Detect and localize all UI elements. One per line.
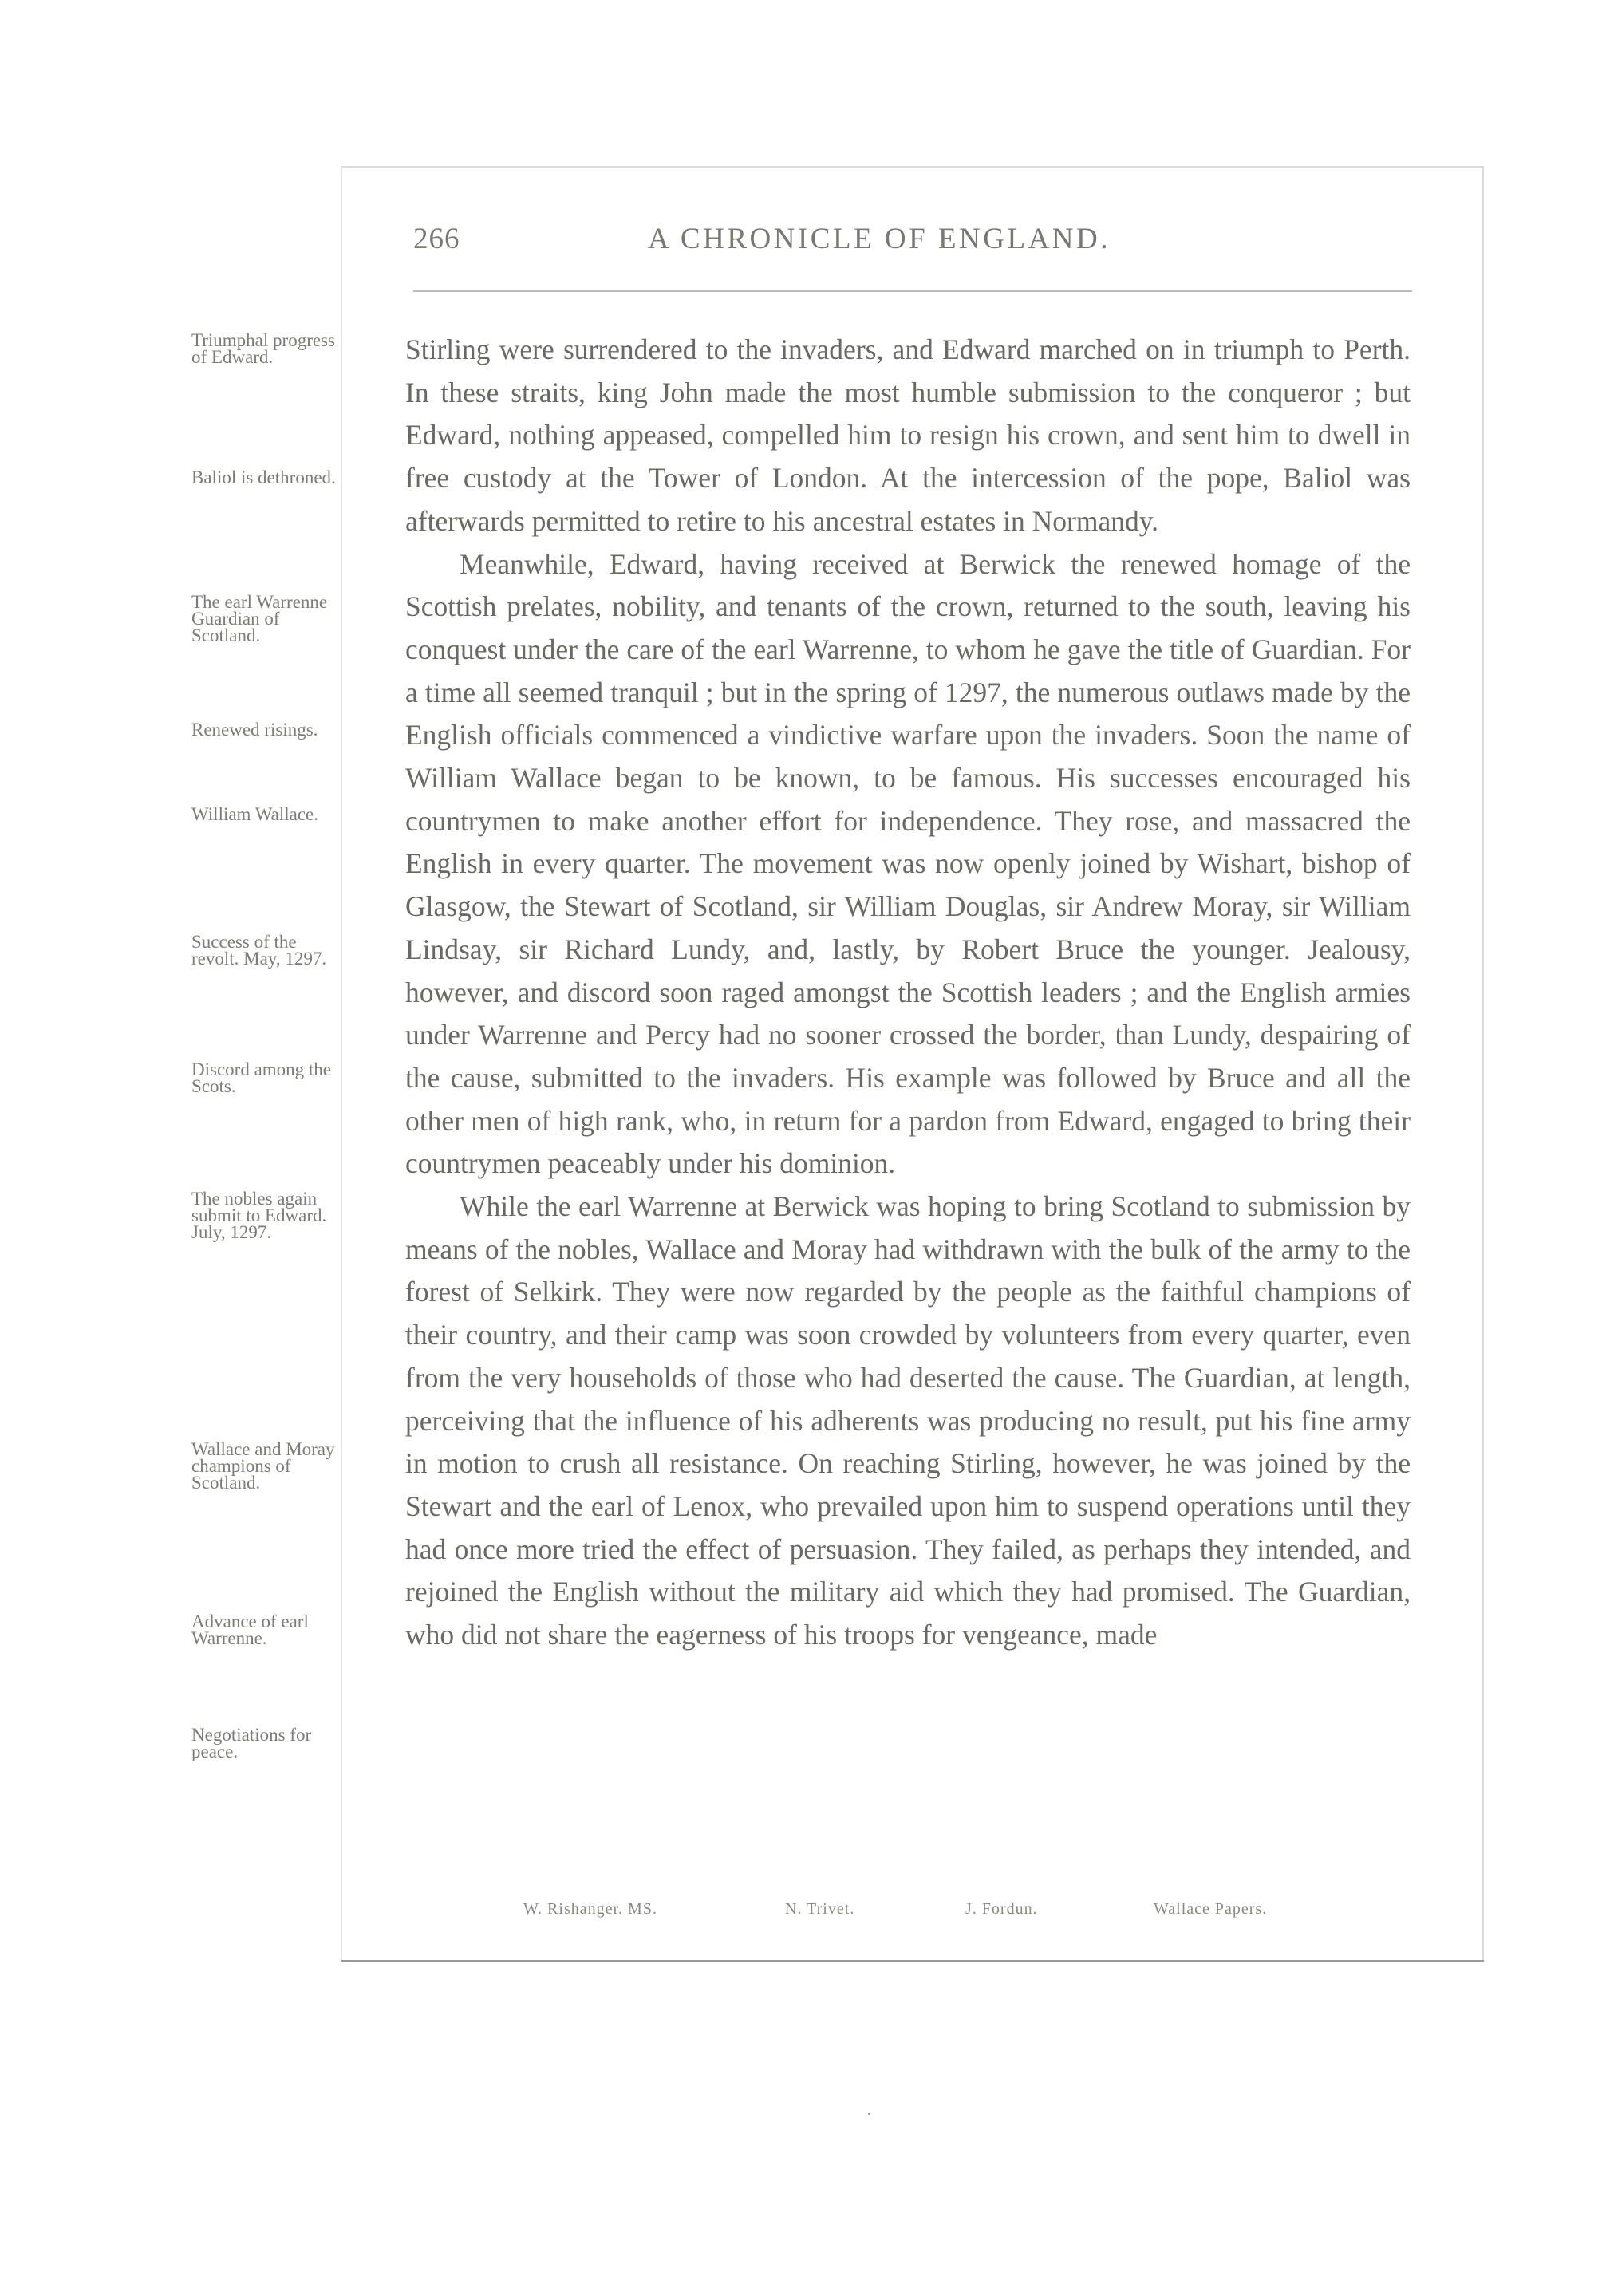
margin-note: The nobles again submit to Edward. July, 1297. xyxy=(191,1189,327,1242)
page-frame-bottom-rule xyxy=(341,1960,1484,1962)
body-text xyxy=(405,329,1411,1657)
body-paragraph: Stirling were surrendered to the invaders, and Edward marched on in triumph to Perth. In these straits, king John made the most humble submission to the conqueror ; but Edward, nothing appeased, compelled him to resign his crown, and sent him to dwell in free custody at the Tower of London. At the intercession of the pope, Baliol was afterwards permitted to retire to his ancestral estates in Normandy. xyxy=(405,333,1411,537)
page-number: 266 xyxy=(413,223,460,255)
body-paragraph: While the earl Warrenne at Berwick was hoping to bring Scotland to submission by means of the nobles, Wallace and Moray had withdrawn with the bulk of the army to the forest of Selkirk. They were now regarded by the people as the faithful champions of their country, and their camp was soon crowded by volunteers from every quarter, even from the very households of those who had deserted the cause. The Guardian, at length, perceiving that the influence of his adherents was producing no result, put his fine army in motion to crush all resistance. On reaching Stirling, however, he was joined by the Stewart and the earl of Lenox, who prevailed upon him to suspend operations until they had once more tried the effect of persuasion. They failed, as perhaps they intended, and rejoined the English without the military aid which they had promised. The Guardian, who did not share the eagerness of his troops for vengeance, made xyxy=(405,1190,1411,1651)
margin-note: Advance of earl Warrenne. xyxy=(191,1612,309,1648)
header-rule xyxy=(413,290,1412,292)
source-citation: Wallace Papers. xyxy=(1154,1900,1268,1918)
margin-note: Wallace and Moray champions of Scotland. xyxy=(191,1439,335,1493)
margin-note: Baliol is dethroned. xyxy=(191,467,336,487)
page-frame-top-rule xyxy=(341,166,1484,168)
margin-note: Success of the revolt. May, 1297. xyxy=(191,932,327,969)
source-citation: W. Rishanger. MS. xyxy=(523,1900,657,1918)
margin-note: Renewed risings. xyxy=(191,720,318,740)
margin-note: William Wallace. xyxy=(191,804,319,824)
source-citation: J. Fordun. xyxy=(965,1900,1038,1918)
margin-note: Negotiations for peace. xyxy=(191,1725,312,1761)
margin-note: Discord among the Scots. xyxy=(191,1059,332,1096)
source-citation: N. Trivet. xyxy=(785,1900,855,1918)
stray-print-mark xyxy=(868,2113,870,2115)
margin-note: Triumphal progress of Edward. xyxy=(191,330,335,367)
body-paragraph: Meanwhile, Edward, having received at Berwick the renewed homage of the Scottish prelates, nobility, and tenants of the crown, returned to the south, leaving his conquest under the care of the earl Warrenne, to whom he gave the title of Guardian. For a time all seemed tranquil ; but in the spring of 1297, the numerous outlaws made by the English officials commenced a vindictive warfare upon the invaders. Soon the name of William Wallace began to be known, to be famous. His successes encouraged his countrymen to make another effort for independence. They rose, and massacred the English in every quarter. The movement was now openly joined by Wishart, bishop of Glasgow, the Stewart of Scotland, sir William Douglas, sir Andrew Moray, sir William Lindsay, sir Richard Lundy, and, lastly, by Robert Bruce the younger. Jealousy, however, and discord soon raged amongst the Scottish leaders ; and the English armies under Warrenne and Percy had no sooner crossed the border, than Lundy, despairing of the cause, submitted to the invaders. His example was followed by Bruce and all the other men of high rank, who, in return for a pardon from Edward, engaged to bring their countrymen peaceably under his dominion. xyxy=(405,547,1411,1180)
running-head: A CHRONICLE OF ENGLAND. xyxy=(648,223,1111,255)
footer-sources xyxy=(0,1900,1598,1924)
page-frame-right-rule xyxy=(1482,166,1484,1961)
margin-note: The earl Warrenne Guardian of Scotland. xyxy=(191,592,328,645)
